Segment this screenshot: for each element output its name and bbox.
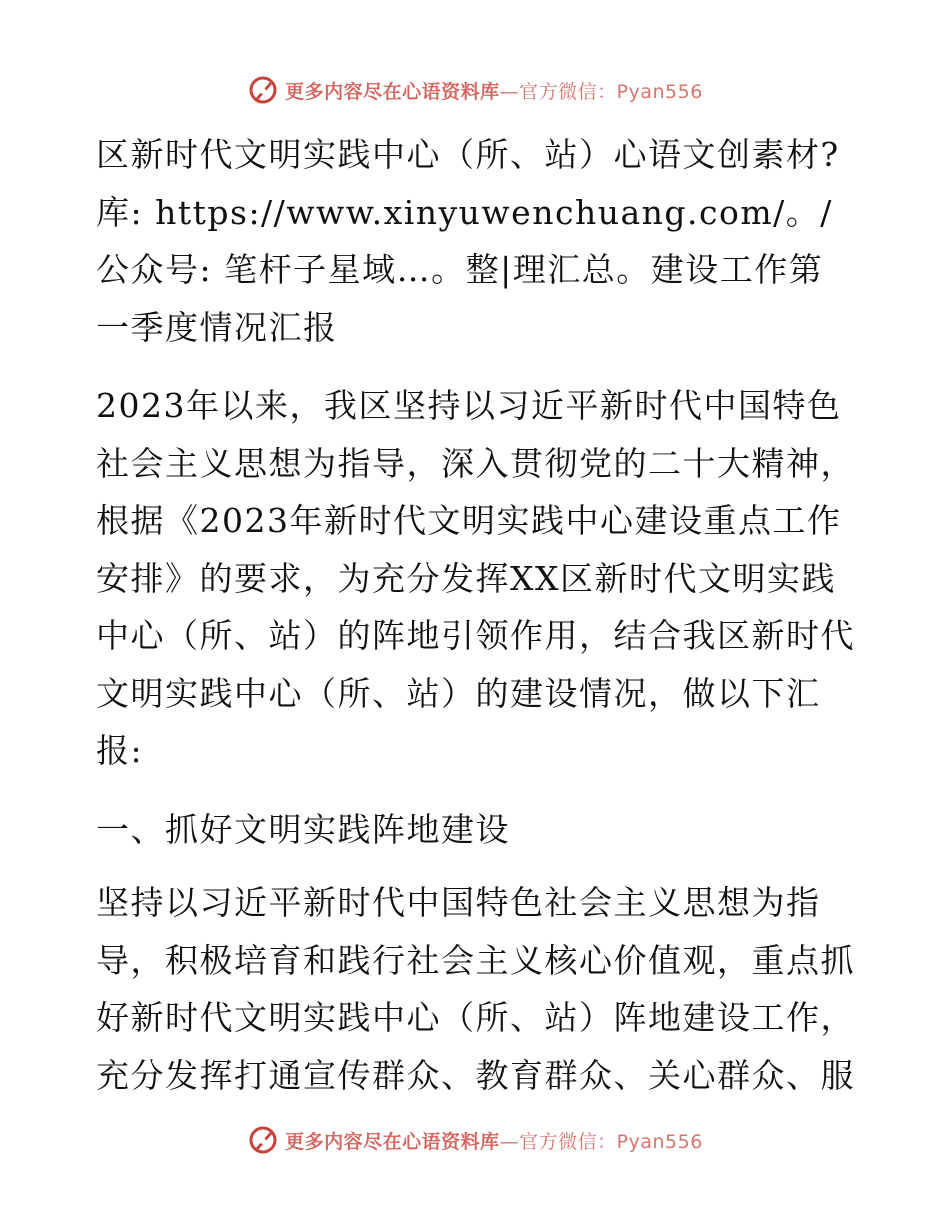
banner-separator: — [499, 1130, 520, 1153]
banner-contact-text: 官方微信：Pyan556 [519, 80, 703, 103]
document-body [96, 126, 856, 1125]
section-paragraph: 坚持以习近平新时代中国特色社会主义思想为指导，积极培育和践行社会主义核心价值观，重点抓好新时代文明实践中心（所、站）阵地建设工作，充分发挥打通宣传群众、教育群众、关心群众、服 [96, 883, 855, 1095]
footer-banner [0, 1120, 950, 1160]
banner-contact-text: 官方微信：Pyan556 [519, 1130, 703, 1153]
banner-main-text: 更多内容尽在心语资料库 [285, 1130, 500, 1153]
banner-text [285, 77, 703, 104]
section-heading: 一、抓好文明实践阵地建设 [96, 809, 510, 849]
quill-pen-circle-icon [247, 1124, 279, 1156]
banner-main-text: 更多内容尽在心语资料库 [285, 80, 500, 103]
quill-pen-circle-icon [247, 74, 279, 106]
header-banner [0, 70, 950, 110]
banner-separator: — [499, 80, 520, 103]
banner-text [285, 1127, 703, 1154]
intro-paragraph: 2023年以来，我区坚持以习近平新时代中国特色社会主义思想为指导，深入贯彻党的二十大精神，根据《2023年新时代文明实践中心建设重点工作安排》的要求，为充分发挥XX区新时代文明实践中心（所、站）的阵地引领作用，结合我区新时代文明实践中心（所、站）的建设情况，做以下汇报: [96, 386, 855, 770]
document-title: 区新时代文明实践中心（所、站）心语文创素材?库: https://www.xinyuwenchuang.com/。/公众号: 笔杆子星域…。整|理汇总。建设工作第一季度情况汇报 [96, 135, 840, 347]
